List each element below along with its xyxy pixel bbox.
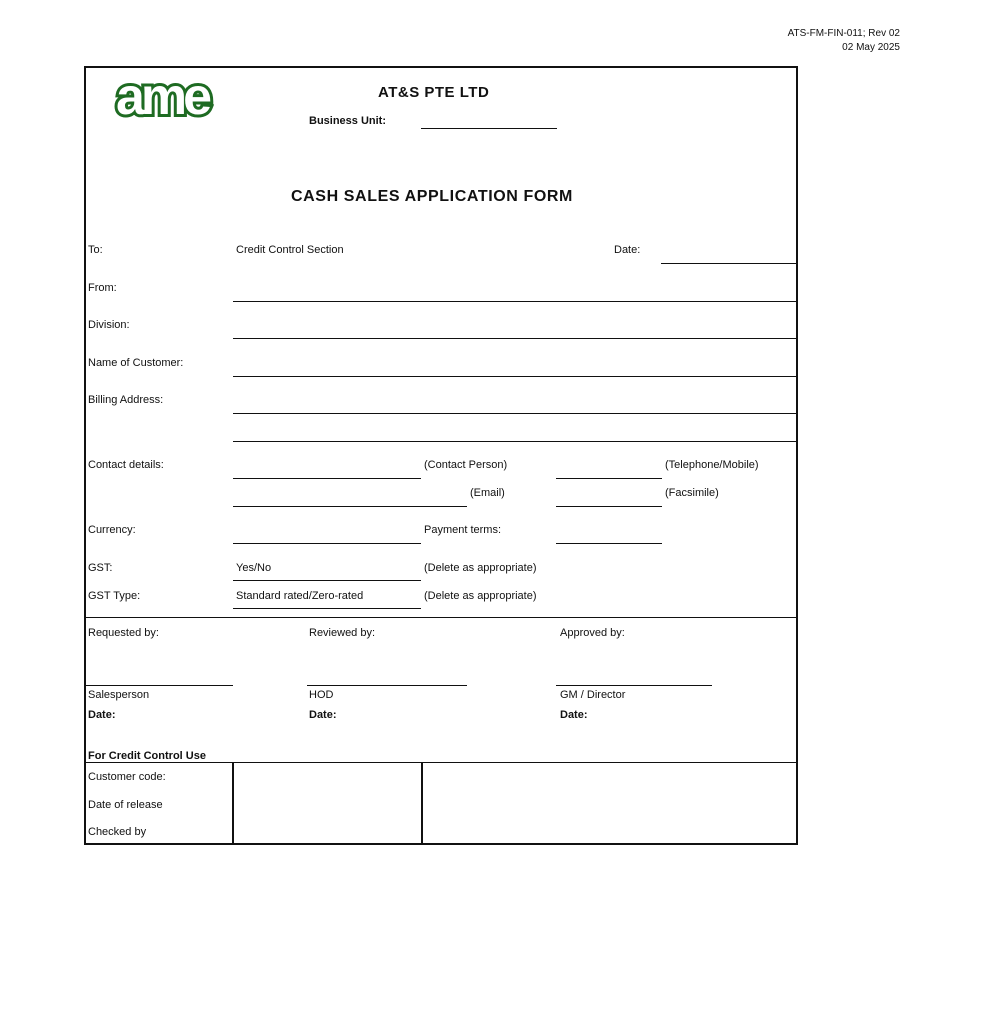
approval-section-divider [84, 617, 798, 618]
telephone-field[interactable] [556, 478, 662, 479]
billing-address-label: Billing Address: [88, 394, 164, 406]
logo-text: ame [115, 80, 209, 124]
gst-type-value[interactable]: Standard rated/Zero-rated [236, 590, 364, 602]
document-reference [788, 27, 900, 55]
company-logo [100, 80, 224, 124]
payment-terms-label: Payment terms: [424, 524, 502, 536]
checked-by-label: Checked by [88, 826, 147, 838]
requested-by-label: Requested by: [88, 627, 159, 639]
gst-type-note: (Delete as appropriate) [424, 590, 537, 602]
business-unit-field[interactable] [421, 128, 557, 129]
email-field[interactable] [233, 506, 467, 507]
currency-field[interactable] [233, 543, 421, 544]
gm-director-caption: GM / Director [560, 689, 626, 701]
reviewed-by-label: Reviewed by: [309, 627, 376, 639]
contact-person-field[interactable] [233, 478, 421, 479]
gm-director-signature-line[interactable] [556, 685, 712, 686]
credit-control-divider [84, 762, 798, 763]
facsimile-caption: (Facsimile) [665, 487, 719, 499]
currency-label: Currency: [88, 524, 136, 536]
gst-value[interactable]: Yes/No [236, 562, 272, 574]
gst-type-underline [233, 608, 421, 609]
facsimile-field[interactable] [556, 506, 662, 507]
date-field[interactable] [661, 263, 798, 264]
date-of-release-label: Date of release [88, 799, 163, 811]
document-code: ATS-FM-FIN-011; Rev 02 [787, 28, 900, 39]
email-caption: (Email) [470, 487, 505, 499]
billing-address-field-1[interactable] [233, 413, 798, 414]
customer-name-field[interactable] [233, 376, 798, 377]
hod-signature-line[interactable] [307, 685, 467, 686]
document-date: 02 May 2025 [842, 42, 900, 53]
salesperson-signature-line[interactable] [84, 685, 233, 686]
form-title: CASH SALES APPLICATION FORM [291, 188, 573, 205]
gm-director-date-label: Date: [560, 709, 588, 721]
hod-caption: HOD [309, 689, 334, 701]
customer-code-label: Customer code: [88, 771, 166, 783]
salesperson-date-label: Date: [88, 709, 116, 721]
from-field[interactable] [233, 301, 798, 302]
gst-note: (Delete as appropriate) [424, 562, 537, 574]
credit-control-entry-cell[interactable] [234, 764, 420, 844]
contact-details-label: Contact details: [88, 459, 164, 471]
from-label: From: [88, 282, 117, 294]
contact-person-caption: (Contact Person) [424, 459, 508, 471]
payment-terms-field[interactable] [556, 543, 662, 544]
to-value: Credit Control Section [236, 244, 344, 256]
gst-underline [233, 580, 421, 581]
business-unit-label: Business Unit: [309, 115, 387, 127]
salesperson-caption: Salesperson [88, 689, 150, 701]
credit-control-title: For Credit Control Use [88, 750, 206, 762]
date-label: Date: [614, 244, 641, 256]
hod-date-label: Date: [309, 709, 337, 721]
division-field[interactable] [233, 338, 798, 339]
customer-name-label: Name of Customer: [88, 357, 184, 369]
telephone-caption: (Telephone/Mobile) [665, 459, 759, 471]
division-label: Division: [88, 319, 130, 331]
form-frame [84, 66, 798, 845]
gst-type-label: GST Type: [88, 590, 141, 602]
gst-label: GST: [88, 562, 113, 574]
credit-control-remarks-cell[interactable] [423, 764, 796, 844]
to-label: To: [88, 244, 103, 256]
approved-by-label: Approved by: [560, 627, 625, 639]
company-name: AT&S PTE LTD [378, 84, 490, 101]
billing-address-field-2[interactable] [233, 441, 798, 442]
